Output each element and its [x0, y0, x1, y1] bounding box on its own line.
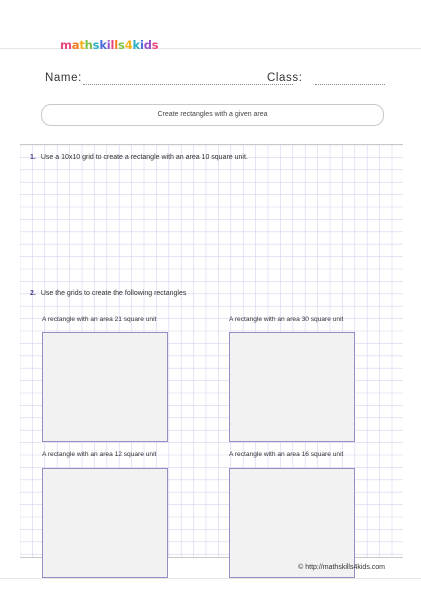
task-3-caption: A rectangle with an area 12 square unit: [42, 451, 157, 458]
logo-letter: s: [118, 38, 125, 52]
logo-letter: t: [79, 38, 85, 52]
logo-letter: k: [132, 38, 140, 52]
logo-letter: 4: [124, 38, 133, 52]
logo-letter: i: [139, 38, 144, 52]
footer-divider: [0, 578, 421, 579]
question-2-text: Use the grids to create the following rectangles: [40, 290, 187, 297]
logo-letter: i: [106, 38, 111, 52]
logo-letter: h: [84, 38, 93, 52]
logo-letter: l: [110, 38, 115, 52]
name-class-row: [45, 72, 386, 88]
task-4-box[interactable]: [229, 468, 355, 578]
task-1-caption: A rectangle with an area 21 square unit: [42, 316, 157, 323]
footer-url[interactable]: © http://mathskills4kids.com: [298, 564, 385, 571]
logo-letter: a: [71, 38, 80, 52]
grid-area: [20, 144, 403, 558]
question-1-text: Use a 10x10 grid to create a rectangle with an area 10 square unit.: [40, 154, 248, 161]
class-label: Class:: [267, 72, 303, 84]
class-field-line[interactable]: [315, 84, 385, 85]
name-field-line[interactable]: [83, 84, 293, 85]
task-1-box[interactable]: [42, 332, 168, 442]
logo-letter: m: [60, 38, 72, 52]
question-1: [30, 154, 248, 161]
question-1-number: 1.: [30, 154, 36, 161]
name-label: Name:: [45, 72, 82, 84]
logo-letter: d: [143, 38, 152, 52]
task-2-box[interactable]: [229, 332, 355, 442]
logo-letter: s: [92, 38, 100, 52]
task-3-box[interactable]: [42, 468, 168, 578]
logo-letter: k: [99, 38, 107, 52]
site-logo: [60, 38, 158, 52]
logo-letter: l: [114, 38, 119, 52]
question-2: [30, 290, 186, 297]
task-4-caption: A rectangle with an area 16 square unit: [229, 451, 344, 458]
worksheet-title: Create rectangles with a given area: [41, 104, 384, 126]
question-2-number: 2.: [30, 290, 36, 297]
logo-letter: s: [151, 38, 159, 52]
task-2-caption: A rectangle with an area 30 square unit: [229, 316, 344, 323]
